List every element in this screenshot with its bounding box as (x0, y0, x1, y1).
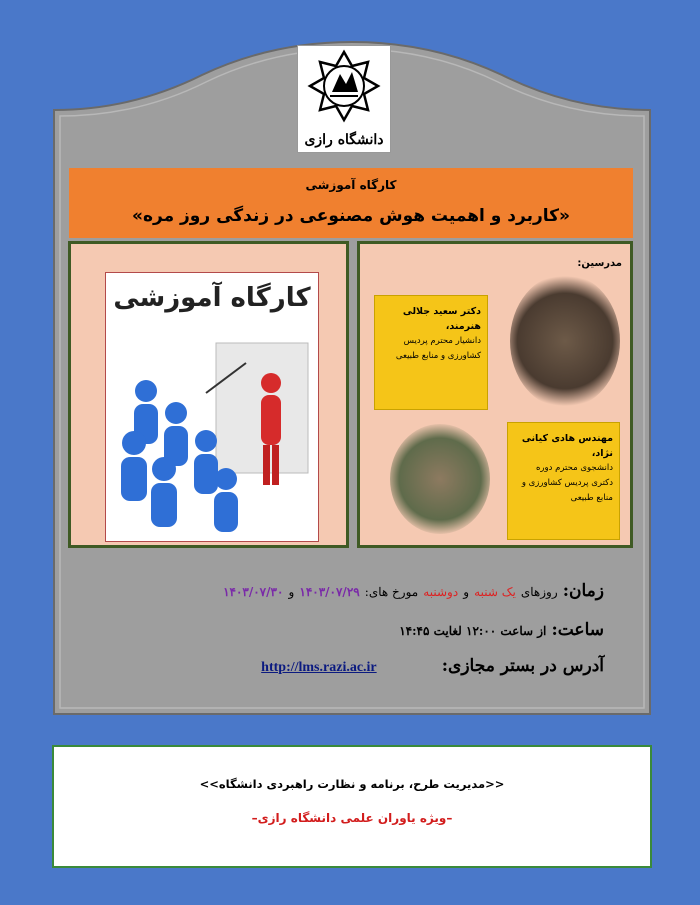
workshop-illustration (105, 272, 319, 542)
razi-university-emblem-icon (298, 46, 390, 126)
date-1: ۱۴۰۳/۰۷/۲۹ (299, 585, 360, 599)
date-2: ۱۴۰۳/۰۷/۳۰ (223, 585, 284, 599)
time-label: ساعت: (551, 620, 604, 640)
time-text: از ساعت ۱۲:۰۰ لغایت ۱۴:۴۵ (399, 624, 547, 638)
address-label: آدرس در بستر مجازی: (441, 656, 604, 676)
instructor-name-2: مهندس هادی کیانی نژاد، (521, 433, 613, 459)
banner-title: «کاربرد و اهمیت هوش مصنوعی در زندگی روز مره» (131, 206, 570, 226)
lms-link[interactable]: http://lms.razi.ac.ir (261, 660, 377, 675)
instructor-desc-2: دانشجوی محترم دوره دکتری پردیس کشاورزی و منابع طبیعی (521, 463, 613, 503)
time-line (399, 620, 604, 640)
footer-box (52, 745, 652, 868)
date-label: زمان: (562, 581, 604, 601)
instructor-card-1 (374, 295, 488, 410)
day-1: یک شنبه (474, 585, 516, 599)
instructor-photo-1 (510, 274, 620, 408)
classroom-figures-icon (106, 273, 318, 541)
banner-subtitle: کارگاه آموزشی (305, 178, 397, 192)
workshop-panel (68, 241, 349, 548)
date-and-2: و (288, 585, 295, 599)
date-pre: روزهای (520, 585, 558, 599)
footer-line-1: <<مدیریت طرح، برنامه و نظارت راهبردی دانشگاه>> (199, 777, 505, 791)
instructor-desc-1: دانشیار محترم پردیس کشاورزی و منابع طبیعی (395, 336, 481, 361)
workshop-illustration-title: کارگاه آموزشی (113, 283, 311, 313)
instructors-label: مدرسین: (577, 258, 622, 269)
footer-line-2: –ویژه یاوران علمی دانشگاه رازی– (251, 811, 453, 825)
date-line (223, 581, 604, 601)
date-mid: مورخ های: (364, 585, 419, 599)
instructor-card-2 (507, 422, 620, 540)
university-logo (297, 45, 391, 153)
logo-caption: دانشگاه رازی (304, 132, 384, 148)
date-and: و (463, 585, 470, 599)
address-line (261, 656, 604, 676)
instructor-photo-2 (390, 424, 490, 534)
instructor-name-1: دکتر سعید جلالی هنرمند، (402, 306, 481, 332)
title-banner (69, 168, 633, 238)
day-2: دوشنبه (423, 585, 459, 599)
instructors-panel (357, 241, 633, 548)
